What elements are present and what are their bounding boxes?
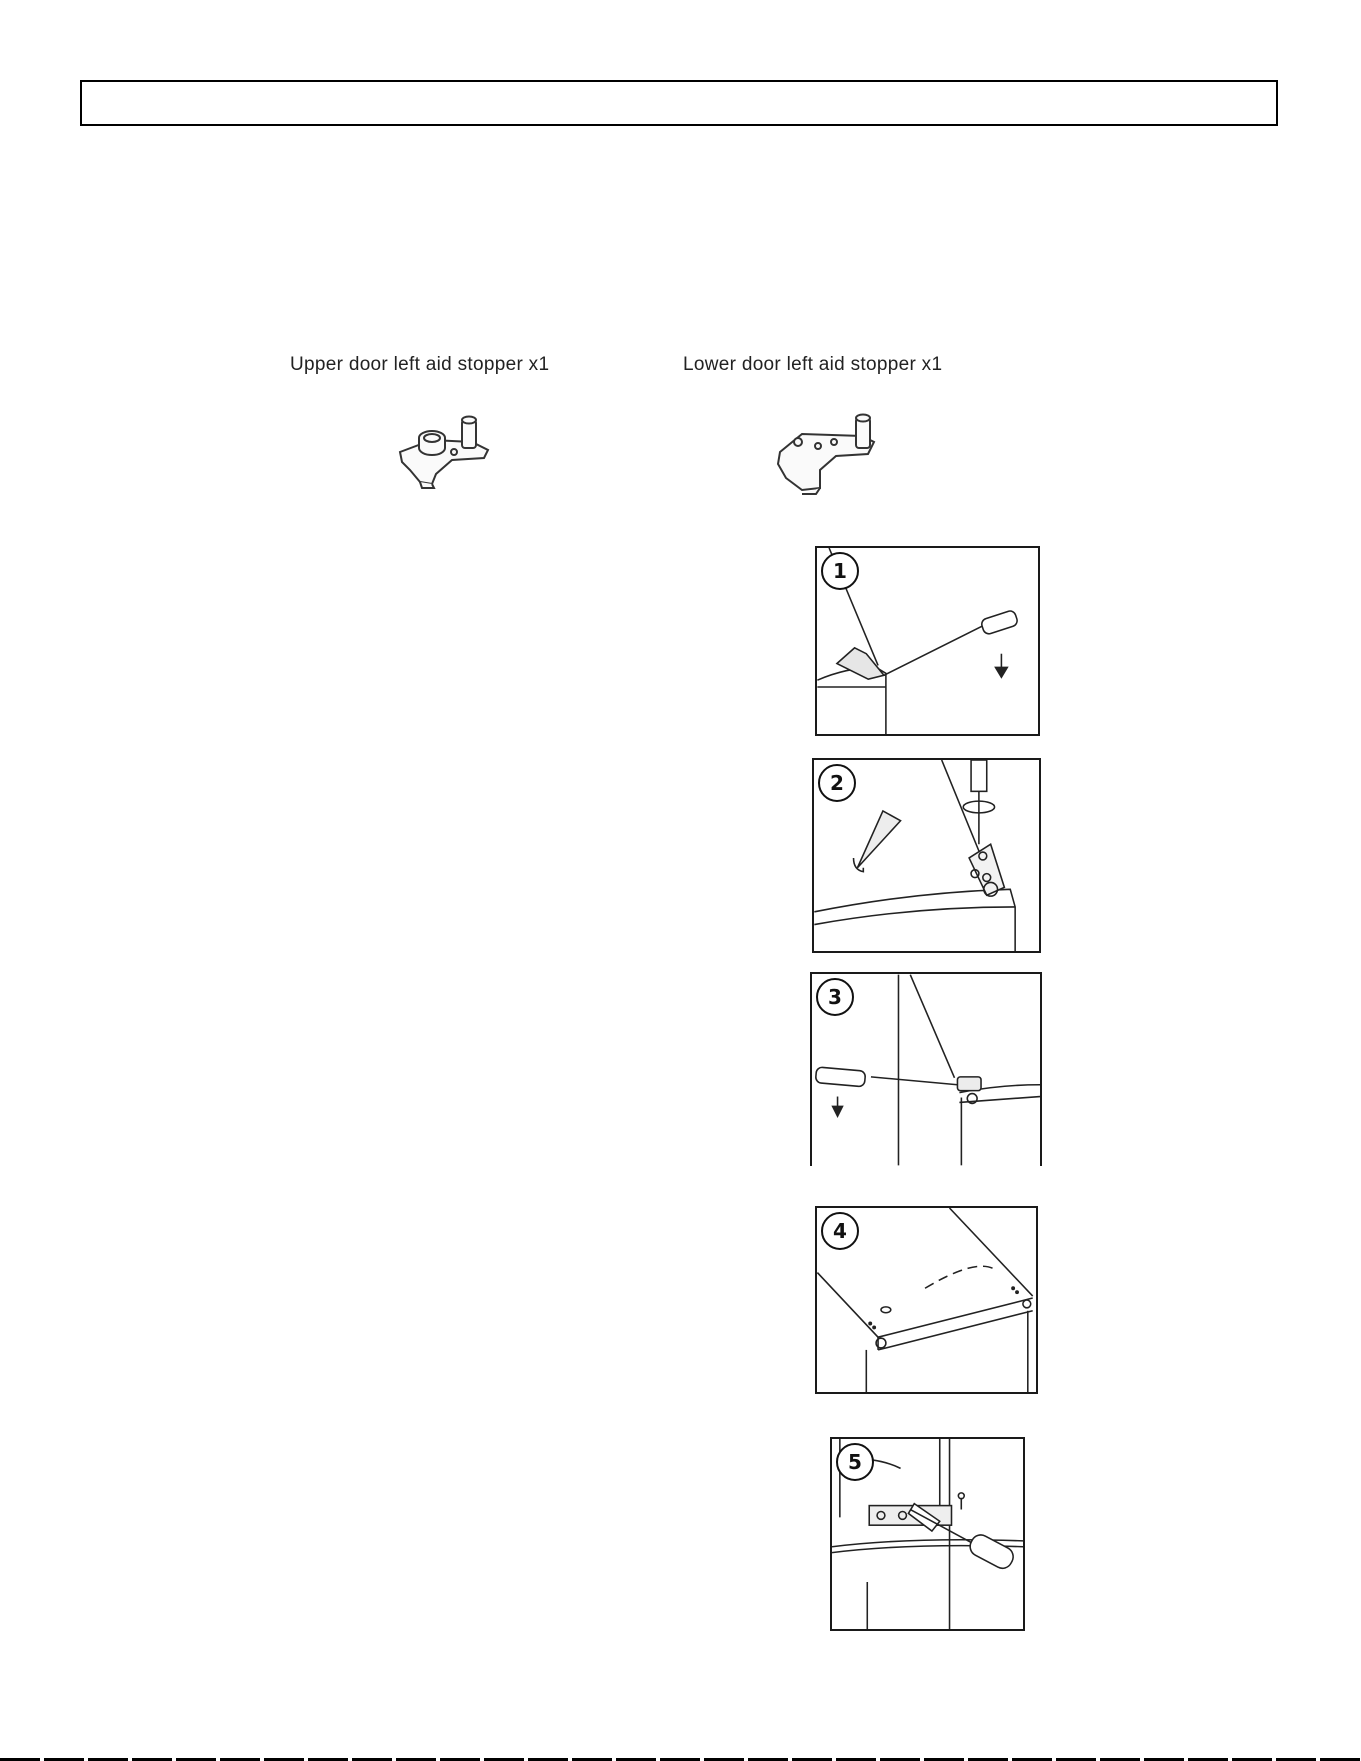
step-4-illustration <box>815 1206 1038 1394</box>
step-1-illustration <box>815 546 1040 736</box>
upper-door-stopper-icon <box>392 412 502 492</box>
step-2-illustration <box>812 758 1041 953</box>
step-1-badge: 1 <box>821 552 859 590</box>
step-3-badge: 3 <box>816 978 854 1016</box>
upper-stopper-label: Upper door left aid stopper x1 <box>290 354 550 375</box>
lower-door-stopper-icon <box>772 412 892 498</box>
step-4-badge: 4 <box>821 1212 859 1250</box>
header-box <box>80 80 1278 126</box>
step-5-illustration <box>830 1437 1025 1631</box>
step-3-illustration <box>810 972 1042 1166</box>
step-2-badge: 2 <box>818 764 856 802</box>
step-5-badge: 5 <box>836 1443 874 1481</box>
lower-stopper-label: Lower door left aid stopper x1 <box>683 354 943 375</box>
